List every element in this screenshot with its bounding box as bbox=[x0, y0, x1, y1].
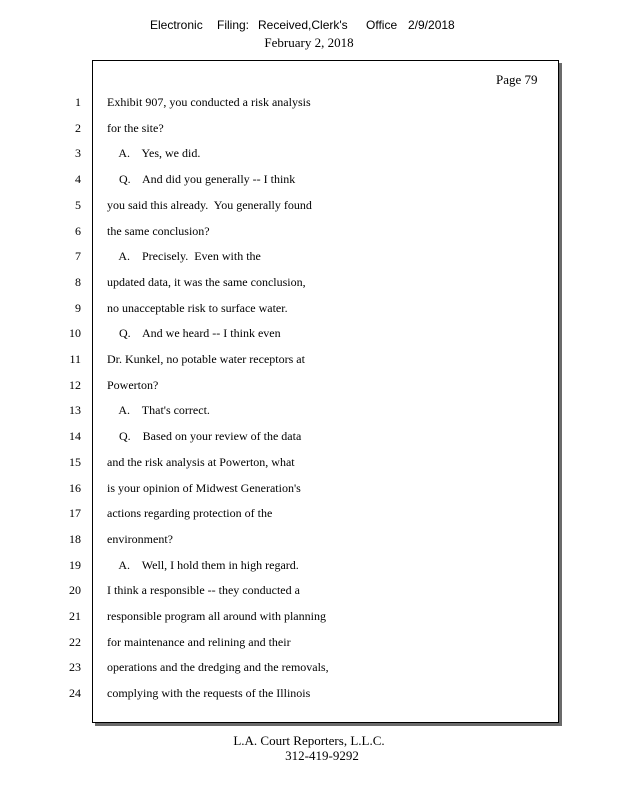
line-text: A. Yes, we did. bbox=[107, 146, 201, 161]
page-number: Page 79 bbox=[496, 72, 538, 87]
line-number: 12 bbox=[69, 377, 81, 392]
line-number: 4 bbox=[75, 172, 81, 187]
transcript-line bbox=[0, 658, 618, 676]
line-text: A. Well, I hold them in high regard. bbox=[107, 557, 299, 572]
transcript-line bbox=[0, 633, 618, 651]
transcript-line bbox=[0, 504, 618, 522]
line-text: updated data, it was the same conclusion, bbox=[107, 274, 306, 289]
transcript-line bbox=[0, 222, 618, 240]
filing-stamp-word: Filing: bbox=[217, 18, 250, 32]
line-text: Q. And we heard -- I think even bbox=[107, 326, 281, 341]
transcript-line bbox=[0, 376, 618, 394]
line-number: 8 bbox=[75, 274, 81, 289]
filing-stamp-word: Received,Clerk's bbox=[258, 18, 348, 32]
line-text: I think a responsible -- they conducted a bbox=[107, 583, 300, 598]
line-text: no unacceptable risk to surface water. bbox=[107, 300, 288, 315]
line-text: you said this already. You generally found bbox=[107, 197, 312, 212]
line-number: 1 bbox=[75, 95, 81, 109]
line-text: and the risk analysis at Powerton, what bbox=[107, 454, 295, 469]
line-text: actions regarding protection of the bbox=[107, 506, 273, 521]
line-number: 5 bbox=[75, 197, 81, 212]
line-number: 23 bbox=[69, 660, 81, 675]
filing-stamp-word: Office bbox=[366, 18, 398, 32]
transcript-line bbox=[0, 144, 618, 162]
line-number: 2 bbox=[75, 120, 81, 135]
line-text: is your opinion of Midwest Generation's bbox=[107, 480, 301, 495]
line-text: Powerton? bbox=[107, 377, 159, 392]
line-number: 18 bbox=[69, 531, 81, 546]
transcript-line bbox=[0, 401, 618, 419]
transcript-line bbox=[0, 556, 618, 574]
line-number: 17 bbox=[69, 506, 81, 521]
transcript-line bbox=[0, 170, 618, 188]
transcript-line bbox=[0, 479, 618, 497]
line-text: A. That's correct. bbox=[107, 403, 210, 418]
filing-stamp-word: Electronic bbox=[150, 18, 203, 32]
line-text: environment? bbox=[107, 531, 173, 546]
line-number: 3 bbox=[75, 146, 81, 161]
line-text: complying with the requests of the Illinois bbox=[107, 686, 311, 701]
line-number: 15 bbox=[69, 454, 81, 469]
line-number: 10 bbox=[69, 326, 81, 341]
transcript-line bbox=[0, 273, 618, 291]
line-text: Q. And did you generally -- I think bbox=[107, 172, 296, 187]
transcript-line bbox=[0, 324, 618, 342]
line-number: 16 bbox=[69, 480, 81, 495]
line-number: 11 bbox=[69, 352, 81, 366]
line-text: operations and the dredging and the removals, bbox=[107, 660, 329, 675]
transcript-line bbox=[0, 93, 618, 111]
transcript-line bbox=[0, 350, 618, 368]
line-number: 14 bbox=[69, 429, 81, 444]
transcript-line bbox=[0, 247, 618, 265]
line-number: 24 bbox=[69, 686, 81, 701]
transcript-line bbox=[0, 607, 618, 625]
line-number: 6 bbox=[75, 223, 81, 238]
line-number: 21 bbox=[69, 609, 81, 623]
transcript-line bbox=[0, 453, 618, 471]
line-text: Q. Based on your review of the data bbox=[107, 429, 302, 444]
line-number: 22 bbox=[69, 634, 81, 649]
line-number: 7 bbox=[75, 249, 81, 264]
transcript-line bbox=[0, 119, 618, 137]
line-number: 20 bbox=[69, 583, 81, 598]
line-text: responsible program all around with planning bbox=[107, 609, 326, 623]
transcript-line bbox=[0, 427, 618, 445]
transcript-line bbox=[0, 299, 618, 317]
line-number: 9 bbox=[75, 300, 81, 315]
line-text: the same conclusion? bbox=[107, 223, 210, 238]
line-text: for maintenance and relining and their bbox=[107, 634, 291, 649]
transcript-line bbox=[0, 530, 618, 548]
reporter-footer bbox=[0, 733, 618, 763]
line-text: Exhibit 907, you conducted a risk analysis bbox=[107, 95, 311, 109]
reporter-company: L.A. Court Reporters, L.L.C. bbox=[233, 733, 385, 748]
line-number: 19 bbox=[69, 557, 81, 572]
transcript-line bbox=[0, 581, 618, 599]
filing-stamp-word: 2/9/2018 bbox=[408, 18, 455, 32]
line-number: 13 bbox=[69, 403, 81, 418]
line-text: A. Precisely. Even with the bbox=[107, 249, 261, 264]
transcript-line bbox=[0, 196, 618, 214]
reporter-phone: 312-419-9292 bbox=[285, 748, 359, 763]
line-text: for the site? bbox=[107, 120, 164, 135]
transcript-date: February 2, 2018 bbox=[264, 35, 354, 50]
transcript-line bbox=[0, 684, 618, 702]
line-text: Dr. Kunkel, no potable water receptors at bbox=[107, 352, 305, 366]
